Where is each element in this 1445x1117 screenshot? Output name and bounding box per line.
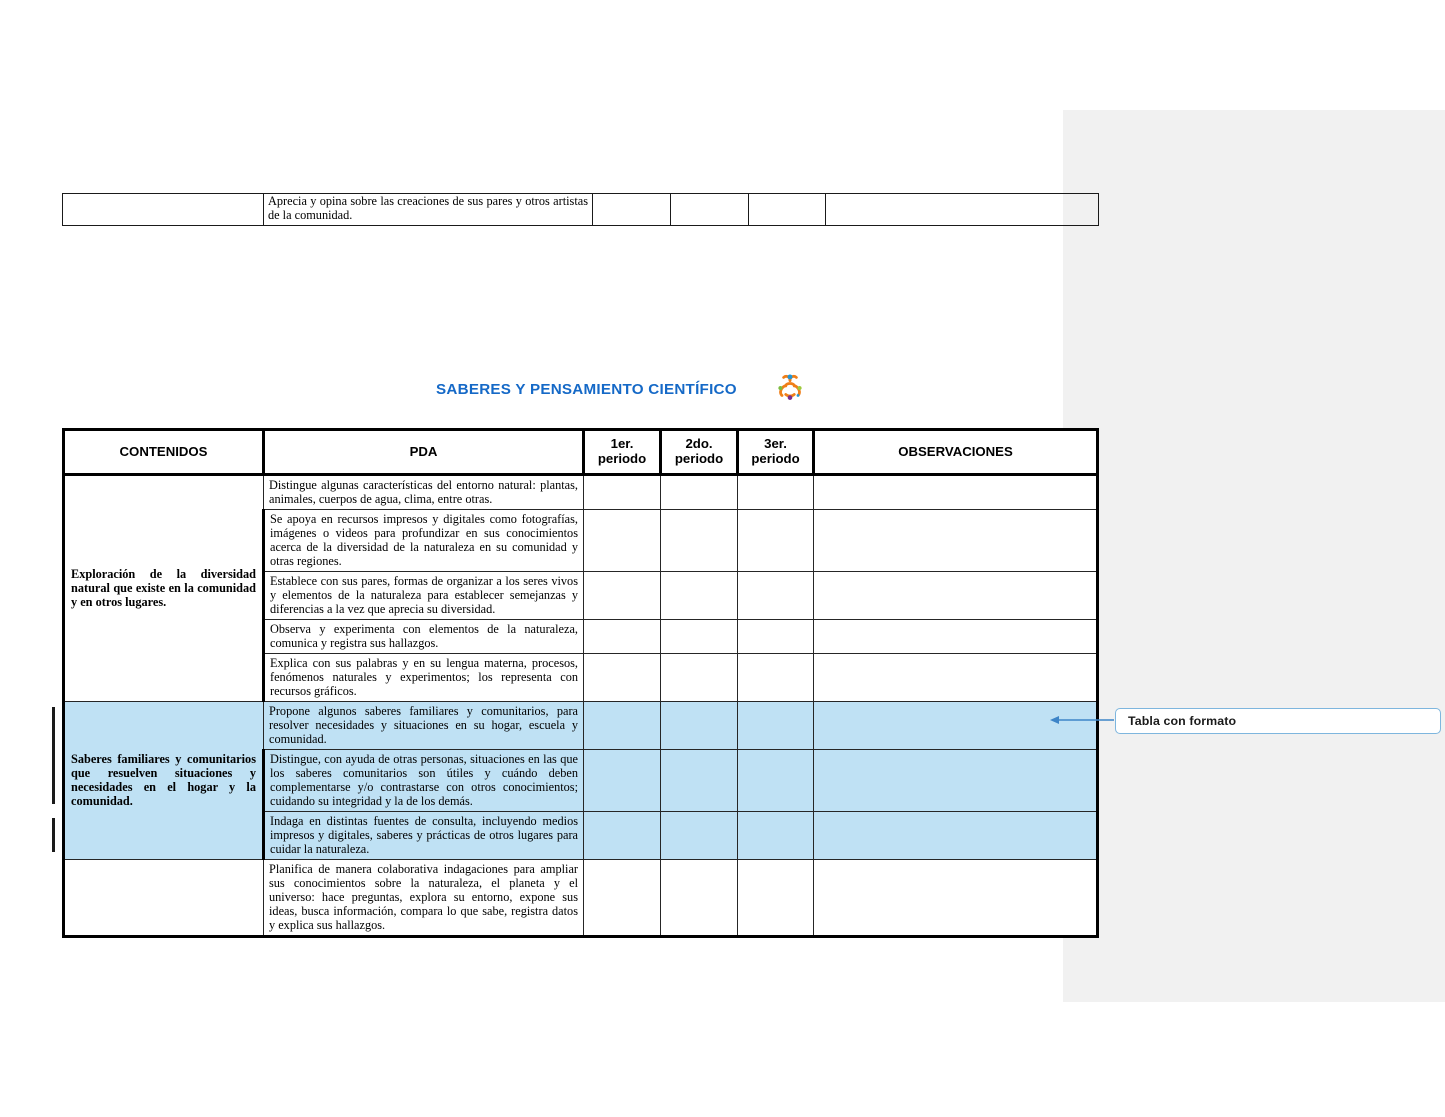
header-periodo-3-word: periodo (751, 451, 800, 467)
table-body (64, 474, 1098, 936)
observaciones-cell[interactable] (814, 860, 1098, 937)
periodo-1-cell[interactable] (584, 749, 661, 811)
periodo-2-cell[interactable] (661, 860, 738, 937)
periodo-2-cell[interactable] (661, 509, 738, 571)
observaciones-cell[interactable] (814, 619, 1098, 653)
revision-change-bar-2 (52, 818, 55, 852)
observaciones-cell[interactable] (814, 749, 1098, 811)
pda-cell: Establece con sus pares, formas de organizar a los seres vivos y elementos de la naturaleza para establecer semejanzas y diferencias a la vez que aprecia su diversidad. (264, 571, 584, 619)
observaciones-cell[interactable] (814, 653, 1098, 701)
header-pda: PDA (264, 430, 584, 475)
formatted-table-comment[interactable] (1115, 708, 1441, 734)
table-row (64, 860, 1098, 937)
periodo-3-cell[interactable] (738, 571, 814, 619)
observaciones-cell[interactable] (826, 194, 1099, 226)
section-heading (436, 374, 807, 404)
periodo-1-cell[interactable] (584, 860, 661, 937)
pda-cell: Explica con sus palabras y en su lengua materna, procesos, fenómenos naturales y experimentos; los representa con recursos gráficos. (264, 653, 584, 701)
periodo-1-cell[interactable] (584, 701, 661, 749)
observaciones-cell[interactable] (814, 474, 1098, 509)
header-periodo-2 (661, 430, 738, 475)
pda-cell: Propone algunos saberes familiares y comunitarios, para resolver necesidades y situaciones en su hogar, escuela y comunidad. (264, 701, 584, 749)
community-people-icon (773, 370, 807, 404)
header-periodo-2-word: periodo (674, 451, 724, 467)
header-periodo-1-word: periodo (597, 451, 647, 467)
header-periodo-3-ordinal: 3er. (764, 436, 787, 451)
page-title: SABERES Y PENSAMIENTO CIENTÍFICO (436, 380, 737, 398)
periodo-1-cell[interactable] (584, 474, 661, 509)
header-observaciones: OBSERVACIONES (814, 430, 1098, 475)
periodo-2-cell[interactable] (661, 653, 738, 701)
periodo-1-cell[interactable] (584, 811, 661, 859)
pda-cell: Aprecia y opina sobre las creaciones de sus pares y otros artistas de la comunidad. (264, 194, 593, 226)
table-row (64, 701, 1098, 749)
pda-cell: Planifica de manera colaborativa indagaciones para ampliar sus conocimientos sobre la naturaleza, el planeta y el universo: hace preguntas, explora su entorno, expone sus ideas, busca información, compara lo que sabe, registra datos y explica sus hallazgos. (264, 860, 584, 937)
header-periodo-3 (738, 430, 814, 475)
revision-change-bar-1 (52, 707, 55, 804)
comment-leader-line (1048, 713, 1116, 727)
periodo-2-cell[interactable] (661, 619, 738, 653)
contenidos-cell (64, 860, 264, 937)
observaciones-cell[interactable] (814, 811, 1098, 859)
observaciones-cell[interactable] (814, 571, 1098, 619)
periodo-3-cell[interactable] (738, 619, 814, 653)
table-header-row (64, 430, 1098, 475)
periodo-1-cell[interactable] (593, 194, 671, 226)
header-periodo-1 (584, 430, 661, 475)
table-row (64, 474, 1098, 509)
table-row (63, 194, 1099, 226)
pda-cell: Distingue algunas características del entorno natural: plantas, animales, cuerpos de agua, clima, entre otras. (264, 474, 584, 509)
periodo-3-cell[interactable] (738, 749, 814, 811)
periodo-1-cell[interactable] (584, 571, 661, 619)
periodo-1-cell[interactable] (584, 653, 661, 701)
periodo-3-cell[interactable] (738, 474, 814, 509)
pda-cell: Distingue, con ayuda de otras personas, situaciones en las que los saberes comunitarios son útiles y cuándo deben complementarse y/o contrastarse con otros conocimientos; cuidando su integridad y la de los demás. (264, 749, 584, 811)
page-margin-gray-area (1063, 110, 1445, 1002)
contenidos-cell: Saberes familiares y comunitarios que resuelven situaciones y necesidades en el hogar y la comunidad. (64, 701, 264, 859)
periodo-2-cell[interactable] (661, 571, 738, 619)
periodo-2-cell[interactable] (661, 701, 738, 749)
periodo-2-cell[interactable] (671, 194, 749, 226)
periodo-3-cell[interactable] (738, 701, 814, 749)
periodo-1-cell[interactable] (584, 619, 661, 653)
contenidos-cell (63, 194, 264, 226)
header-contenidos: CONTENIDOS (64, 430, 264, 475)
periodo-1-cell[interactable] (584, 509, 661, 571)
pda-cell: Se apoya en recursos impresos y digitales como fotografías, imágenes o videos para profundizar en sus conocimientos acerca de la diversidad de la naturaleza en su comunidad y otras regiones. (264, 509, 584, 571)
periodo-3-cell[interactable] (738, 509, 814, 571)
pda-cell: Indaga en distintas fuentes de consulta, incluyendo medios impresos y digitales, saberes y prácticas de otros lugares para cuidar la naturaleza. (264, 811, 584, 859)
contenidos-cell: Exploración de la diversidad natural que existe en la comunidad y en otros lugares. (64, 474, 264, 701)
header-periodo-1-ordinal: 1er. (610, 436, 634, 451)
periodo-2-cell[interactable] (661, 811, 738, 859)
periodo-3-cell[interactable] (738, 653, 814, 701)
observaciones-cell[interactable] (814, 509, 1098, 571)
periodo-3-cell[interactable] (738, 860, 814, 937)
pda-cell: Observa y experimenta con elementos de la naturaleza, comunica y registra sus hallazgos. (264, 619, 584, 653)
periodo-3-cell[interactable] (738, 811, 814, 859)
periodo-2-cell[interactable] (661, 474, 738, 509)
periodo-2-cell[interactable] (661, 749, 738, 811)
contenidos-pda-table (62, 428, 1099, 938)
continued-table-top (62, 193, 1099, 226)
periodo-3-cell[interactable] (749, 194, 826, 226)
comment-text: Tabla con formato (1128, 714, 1237, 728)
header-periodo-2-ordinal: 2do. (685, 436, 713, 451)
